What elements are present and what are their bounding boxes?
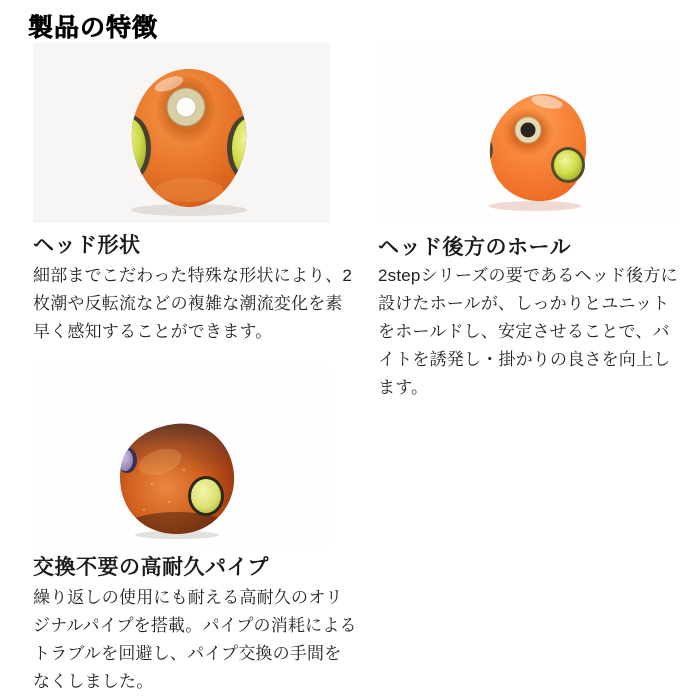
- lure-shadow: [489, 201, 581, 211]
- left-gem-sliver: [475, 139, 489, 161]
- page-title: 製品の特徴: [28, 14, 159, 42]
- tairaba-head-front-illustration: [119, 66, 259, 216]
- tairaba-head-rear-illustration: [475, 90, 595, 212]
- product-image-rear-hole: [378, 43, 675, 223]
- feature-heading-rear-hole: ヘッド後方のホール: [378, 236, 572, 259]
- right-gem: [191, 479, 221, 513]
- right-gem: [554, 150, 582, 180]
- product-image-durable-pipe: [33, 365, 330, 546]
- feature-heading-durable-pipe: 交換不要の高耐久パイプ: [33, 556, 269, 579]
- feature-heading-head-shape: ヘッド形状: [33, 234, 141, 257]
- pipe-hole-dark: [521, 123, 536, 138]
- left-gem-purple: [117, 449, 133, 471]
- feature-description-head-shape: 細部までこだわった特殊な形状により、2枚潮や反転流などの複雑な潮流変化を素早く感知することができます。: [33, 266, 353, 341]
- product-image-head-front: [33, 43, 330, 223]
- feature-description-rear-hole: 2stepシリーズの要であるヘッド後方に設けたホールが、しっかりとユニットをホールドし、安定させることで、バイトを誘発し・掛かりの良さを向上します。: [378, 266, 678, 397]
- feature-description-durable-pipe: 繰り返しの使用にも耐える高耐久のオリジナルパイプを搭載。パイプの消耗によるトラブルを回避し、パイプ交換の手間をなくしました。: [33, 588, 357, 691]
- tairaba-head-side-illustration: [114, 420, 240, 540]
